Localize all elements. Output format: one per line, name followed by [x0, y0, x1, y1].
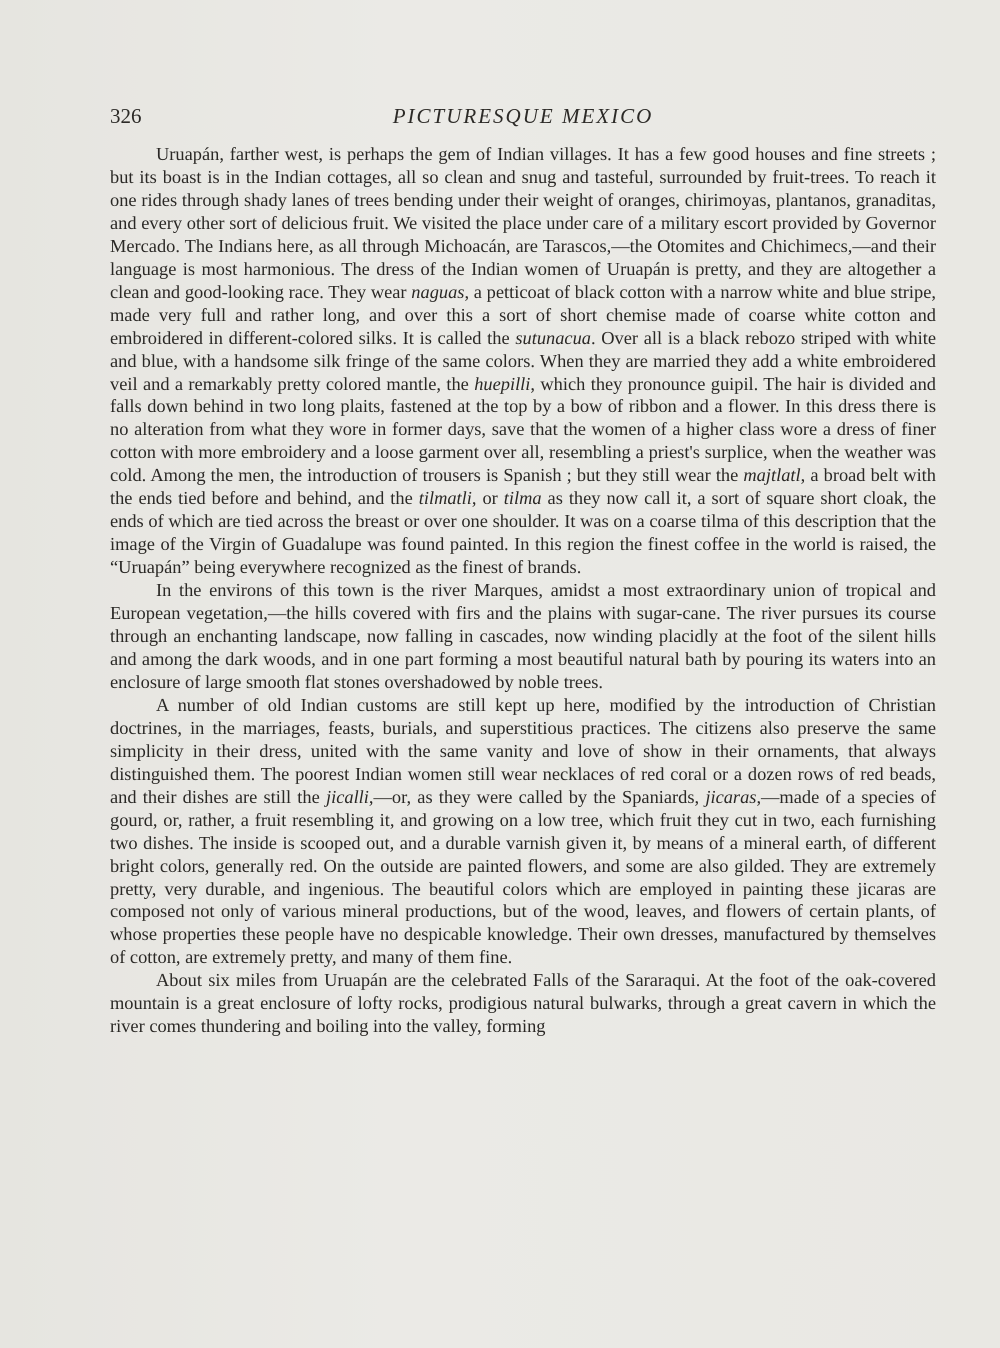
paragraph — [110, 579, 936, 694]
italic-term: jicalli — [326, 786, 369, 807]
text-run: , a broad belt with the ends tied before and behind, and the — [110, 465, 936, 509]
paragraph — [110, 143, 936, 579]
paragraph — [110, 694, 936, 969]
italic-term: naguas — [411, 281, 465, 302]
italic-term: huepilli — [474, 373, 531, 394]
italic-term: sutunacua — [515, 327, 591, 348]
italic-term: majtlatl — [743, 465, 801, 486]
text-run: . Over all is a black rebozo striped with white and blue, with a handsome silk fringe of the same colors. When they are married they add a white embroidered veil and a remarkably pretty colored mantle, the — [110, 327, 936, 394]
text-run: ,—or, as they were called by the Spaniards, — [368, 786, 706, 807]
page-number: 326 — [110, 104, 142, 128]
text-run: , which they pronounce guipil. The hair is divided and falls down behind in two long plaits, fastened at the top by a bow of ribbon and a flower. In this dress there is no alteration from what they wore in former days, save that the women of a higher class wore a dress of finer cotton with more embroidery and a loose garment over all, resembling a priest's surplice, when the weather was cold. Among the men, the introduction of trousers is Spanish ; but they still wear the — [110, 373, 936, 486]
running-title: PICTURESQUE MEXICO — [392, 104, 654, 128]
text-run: as they now call it, a sort of square short cloak, the ends of which are tied across the breast or over one shoulder. It was on a coarse tilma of this description that the image of the Virgin of Guadalupe was found painted. In this region the finest coffee in the world is raised, the “Uruapán” being everywhere recognized as the finest of brands. — [110, 488, 936, 578]
text-run: , a petticoat of black cotton with a narrow white and blue stripe, made very full and rather long, and over this a sort of short chemise made of coarse white cotton and embroidered in different-colored silks. It is called the — [110, 281, 936, 348]
page-header — [110, 104, 936, 134]
body-text — [110, 143, 936, 1038]
text-run: A number of old Indian customs are still kept up here, modified by the introduction of Christian doctrines, in the marriages, feasts, burials, and superstitious practices. The citizens also preserve the same simplicity in their dress, united with the same vanity and love of show in their ornaments, that always distinguished them. The poorest Indian women still wear necklaces of red coral or a dozen rows of red beads, and their dishes are still the — [110, 694, 936, 807]
text-run: About six miles from Uruapán are the celebrated Falls of the Sararaqui. At the foot of the oak-covered mountain is a great enclosure of lofty rocks, prodigious natural bulwarks, through a great cavern in which the river comes thundering and boiling into the valley, forming — [110, 970, 936, 1037]
text-run: , or — [471, 488, 504, 509]
italic-term: tilmatli — [418, 488, 472, 509]
italic-term: jicaras — [705, 786, 757, 807]
italic-term: tilma — [503, 488, 542, 509]
text-run: ,—made of a species of gourd, or, rather, a fruit resembling it, and growing on a low tree, which fruit they cut in two, each furnishing two dishes. The inside is scooped out, and a durable varnish given it, by means of a mineral earth, of different bright colors, generally red. On the outside are painted flowers, and some are also gilded. They are extremely pretty, very durable, and ingenious. The beautiful colors which are employed in painting these jicaras are composed not only of various mineral productions, but of the wood, leaves, and flowers of certain plants, of whose properties these people have no despicable knowledge. Their own dresses, manufactured by themselves of cotton, are extremely pretty, and many of them fine. — [110, 786, 936, 968]
text-run: Uruapán, farther west, is perhaps the gem of Indian villages. It has a few good houses and fine streets ; but its boast is in the Indian cottages, all so clean and snug and tasteful, surrounded by fruit-trees. To reach it one rides through shady lanes of trees bending under their weight of oranges, chirimoyas, plantanos, granaditas, and every other sort of delicious fruit. We visited the place under care of a military escort provided by Governor Mercado. The Indians here, as all through Michoacán, are Tarascos,—the Otomites and Chichimecs,—and their language is most harmonious. The dress of the Indian women of Uruapán is pretty, and they are altogether a clean and good-looking race. They wear — [110, 144, 936, 302]
text-run: In the environs of this town is the river Marques, amidst a most extraordinary union of tropical and European vegetation,—the hills covered with firs and the plains with sugar-cane. The river pursues its course through an enchanting landscape, now falling in cascades, now winding placidly at the foot of the silent hills and among the dark woods, and in one part forming a most beautiful natural bath by pouring its waters into an enclosure of large smooth flat stones overshadowed by noble trees. — [110, 580, 936, 692]
paragraph — [110, 969, 936, 1038]
